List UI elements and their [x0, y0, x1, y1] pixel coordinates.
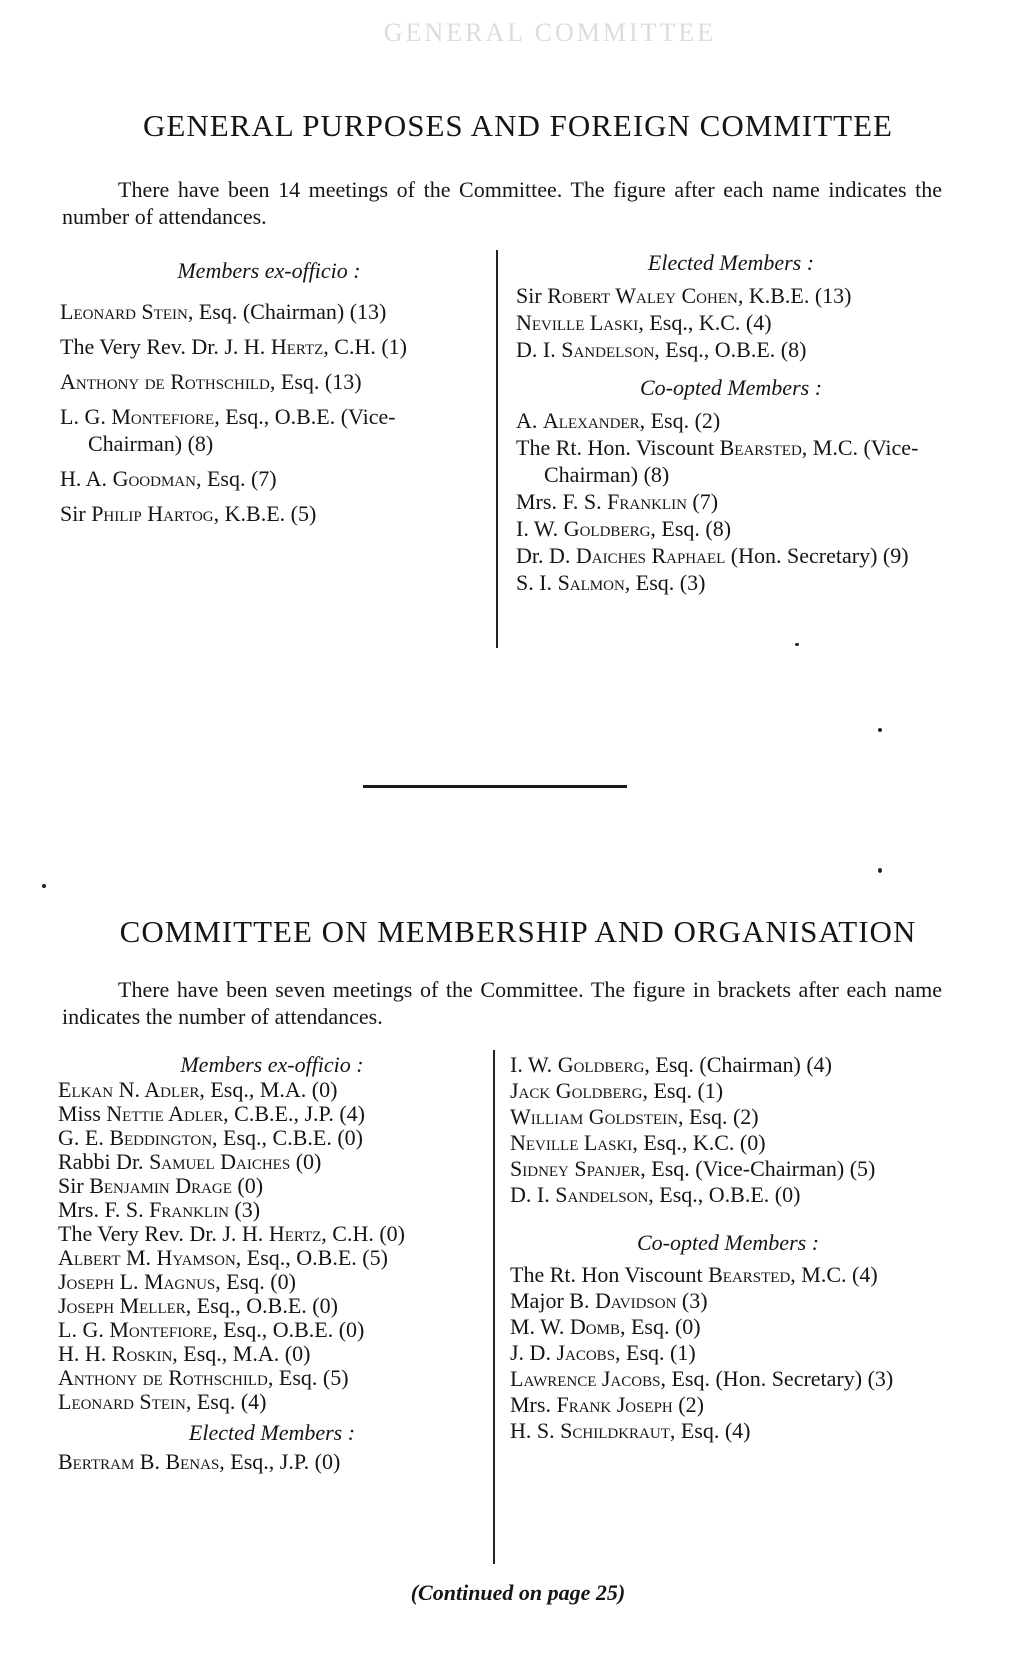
member-prefix: L. G.	[58, 1317, 110, 1342]
member-entry	[516, 542, 946, 569]
member-name: Philip Hartog	[91, 501, 214, 526]
member-details: , Esq. (0)	[215, 1269, 296, 1294]
member-prefix: Mrs. F. S.	[58, 1197, 150, 1222]
membership-ex-officio-column	[58, 1052, 486, 1474]
membership-coopted-list	[510, 1262, 946, 1444]
member-details: , Esq. (5)	[267, 1365, 349, 1390]
member-details: , Esq. (4)	[185, 1389, 267, 1414]
member-details: , M.C. (4)	[790, 1262, 878, 1287]
member-entry	[58, 1246, 486, 1270]
running-header: GENERAL COMMITTEE	[383, 18, 717, 47]
member-entry	[516, 434, 946, 488]
member-details: , M.C. (Vice-Chairman) (8)	[544, 435, 919, 487]
member-details: (3)	[228, 1197, 261, 1222]
member-entry	[58, 1270, 486, 1294]
member-name: Montefiore	[109, 1317, 213, 1342]
member-name: Samuel Daiches	[149, 1149, 291, 1174]
member-prefix: D. I.	[510, 1182, 556, 1207]
member-prefix: Mrs. F. S.	[516, 489, 608, 514]
member-entry	[58, 1198, 486, 1222]
member-name: Sandelson	[555, 1182, 649, 1207]
member-name: Neville Laski	[516, 310, 639, 335]
member-entry	[58, 1078, 486, 1102]
membership-ex-officio-list	[58, 1078, 486, 1414]
member-name: Davidson	[594, 1288, 677, 1313]
member-prefix: J. D.	[510, 1340, 557, 1365]
member-name: Bertram B. Benas	[58, 1449, 220, 1474]
member-prefix: The Very Rev. Dr. J. H.	[60, 334, 271, 359]
membership-column-divider	[493, 1050, 495, 1564]
member-details: , Esq., O.B.E. (0)	[648, 1182, 801, 1207]
member-prefix: The Rt. Hon Viscount	[510, 1262, 709, 1287]
member-name: Frank Joseph	[556, 1392, 673, 1417]
scan-speck	[42, 884, 46, 888]
member-name: Sandelson	[561, 337, 655, 362]
member-details: , Esq. (13)	[269, 369, 362, 394]
member-entry	[58, 1390, 486, 1414]
member-entry	[516, 569, 946, 596]
member-name: Schildkraut	[560, 1418, 670, 1443]
section-title-general-purposes: GENERAL PURPOSES AND FOREIGN COMMITTEE	[143, 108, 893, 143]
scan-speck	[878, 868, 882, 873]
member-name: Neville Laski	[510, 1130, 633, 1155]
membership-coopted-heading: Co-opted Members :	[636, 1230, 820, 1255]
member-details: , Esq., O.B.E. (Vice-Chairman) (8)	[88, 404, 396, 456]
member-details: , C.H. (0)	[321, 1221, 406, 1246]
member-name: Hertz	[270, 334, 324, 359]
member-details: , Esq. (2)	[639, 408, 721, 433]
member-entry	[58, 1366, 486, 1390]
member-name: William Goldstein	[510, 1104, 678, 1129]
member-details: , Esq. (1)	[615, 1340, 696, 1365]
member-prefix: Major B.	[510, 1288, 595, 1313]
ex-officio-column	[60, 258, 478, 535]
member-name: Daiches Raphael	[575, 543, 726, 568]
member-details: , Esq. (Vice-Chairman) (5)	[640, 1156, 876, 1181]
coopted-heading: Co-opted Members :	[639, 375, 823, 400]
member-entry	[510, 1052, 946, 1078]
member-details: , Esq., O.B.E. (0)	[212, 1317, 365, 1342]
member-name: Bearsted	[708, 1262, 791, 1287]
scan-speck	[795, 643, 799, 646]
member-details: , Esq., M.A. (0)	[172, 1341, 311, 1366]
member-prefix: H. S.	[510, 1418, 561, 1443]
member-details: (0)	[231, 1173, 264, 1198]
member-details: , Esq. (Chairman) (4)	[644, 1052, 832, 1077]
member-details: , Esq., M.A. (0)	[199, 1077, 338, 1102]
member-prefix: S. I.	[516, 570, 558, 595]
member-entry	[516, 336, 946, 363]
member-details: (7)	[686, 489, 719, 514]
member-entry	[510, 1366, 946, 1392]
section-intro-membership: There have been seven meetings of the Committee. The figure in brackets after each name indicates the number of attendances.	[62, 977, 942, 1029]
ex-officio-heading: Members ex-officio :	[177, 258, 361, 283]
member-entry	[516, 407, 946, 434]
member-entry	[510, 1418, 946, 1444]
member-name: Albert M. Hyamson	[58, 1245, 236, 1270]
member-entry	[510, 1314, 946, 1340]
member-name: Domb	[569, 1314, 620, 1339]
member-prefix: Dr. D.	[516, 543, 576, 568]
member-entry	[58, 1126, 486, 1150]
member-name: Joseph Meller	[58, 1293, 186, 1318]
member-entry	[516, 309, 946, 336]
member-prefix: Miss	[58, 1101, 107, 1126]
member-prefix: L. G.	[60, 404, 112, 429]
member-prefix: Sir	[516, 283, 548, 308]
member-prefix: G. E.	[58, 1125, 110, 1150]
member-details: , Esq., O.B.E. (8)	[654, 337, 807, 362]
member-details: , Esq. (7)	[195, 466, 277, 491]
elected-heading: Elected Members :	[647, 250, 815, 275]
membership-ex-officio-heading: Members ex-officio :	[180, 1052, 364, 1077]
section-separator	[363, 785, 627, 788]
member-entry	[510, 1392, 946, 1418]
member-entry	[510, 1104, 946, 1130]
member-name: Benjamin Drage	[89, 1173, 232, 1198]
scan-speck	[878, 728, 882, 732]
member-name: Roskin	[111, 1341, 173, 1366]
membership-elected-list-left	[58, 1450, 486, 1474]
member-entry	[58, 1222, 486, 1246]
member-prefix: D. I.	[516, 337, 562, 362]
member-details: (2)	[672, 1392, 704, 1417]
member-entry	[60, 500, 478, 527]
member-details: , Esq. (Hon. Secretary) (3)	[660, 1366, 894, 1391]
member-entry	[60, 298, 478, 325]
member-entry	[60, 465, 478, 492]
member-entry	[516, 282, 946, 309]
member-entry	[510, 1130, 946, 1156]
member-prefix: Rabbi Dr.	[58, 1149, 150, 1174]
member-details: , Esq. (2)	[677, 1104, 759, 1129]
member-name: Hertz	[268, 1221, 322, 1246]
member-prefix: Sir	[58, 1173, 90, 1198]
member-details: , C.B.E., J.P. (4)	[223, 1101, 365, 1126]
member-entry	[60, 368, 478, 395]
member-prefix: The Very Rev. Dr. J. H.	[58, 1221, 269, 1246]
member-prefix: I. W.	[510, 1052, 558, 1077]
member-entry	[58, 1174, 486, 1198]
elected-column	[516, 250, 946, 596]
membership-elected-heading: Elected Members :	[188, 1420, 356, 1445]
member-entry	[510, 1340, 946, 1366]
member-details: , K.B.E. (13)	[737, 283, 852, 308]
ex-officio-list	[60, 298, 478, 527]
member-name: Leonard Stein	[58, 1389, 186, 1414]
member-prefix: H. H.	[58, 1341, 112, 1366]
member-name: Salmon	[557, 570, 625, 595]
member-name: Franklin	[607, 489, 687, 514]
member-details: , Esq. (1)	[642, 1078, 724, 1103]
member-entry	[510, 1182, 946, 1208]
member-details: , Esq. (0)	[619, 1314, 701, 1339]
section-title-membership: COMMITTEE ON MEMBERSHIP AND ORGANISATION	[119, 914, 917, 949]
member-name: Leonard Stein	[60, 299, 188, 324]
member-entry	[58, 1102, 486, 1126]
member-details: , Esq. (3)	[624, 570, 706, 595]
continued-note: (Continued on page 25)	[410, 1580, 626, 1605]
member-prefix: H. A.	[60, 466, 113, 491]
member-name: Goldberg	[557, 1052, 645, 1077]
member-prefix: The Rt. Hon. Viscount	[516, 435, 720, 460]
member-details: , Esq., J.P. (0)	[219, 1449, 341, 1474]
member-entry	[516, 488, 946, 515]
member-details: , Esq., O.B.E. (0)	[185, 1293, 338, 1318]
member-name: Elkan N. Adler	[58, 1077, 200, 1102]
member-name: Anthony de Rothschild	[60, 369, 270, 394]
member-details: , C.H. (1)	[323, 334, 408, 359]
member-prefix: I. W.	[516, 516, 564, 541]
member-details: (Hon. Secretary) (9)	[725, 543, 909, 568]
member-entry	[58, 1450, 486, 1474]
member-name: Franklin	[149, 1197, 229, 1222]
member-name: Nettie Adler	[106, 1101, 224, 1126]
member-name: Bearsted	[719, 435, 802, 460]
member-entry	[510, 1288, 946, 1314]
member-name: Montefiore	[111, 404, 215, 429]
member-name: Beddington	[109, 1125, 213, 1150]
member-details: , K.B.E. (5)	[213, 501, 317, 526]
member-details: , Esq. (Chairman) (13)	[187, 299, 387, 324]
member-entry	[58, 1342, 486, 1366]
member-details: , Esq. (8)	[650, 516, 732, 541]
member-name: Goldberg	[563, 516, 651, 541]
member-name: Jack Goldberg	[510, 1078, 643, 1103]
member-details: , Esq. (4)	[669, 1418, 751, 1443]
member-details: (3)	[676, 1288, 708, 1313]
member-entry	[510, 1156, 946, 1182]
member-entry	[58, 1294, 486, 1318]
member-details: , Esq., O.B.E. (5)	[235, 1245, 388, 1270]
member-prefix: Sir	[60, 501, 92, 526]
member-entry	[58, 1318, 486, 1342]
elected-list	[516, 282, 946, 363]
member-entry	[60, 403, 478, 457]
member-name: Goodman	[112, 466, 196, 491]
section-intro-general-purposes: There have been 14 meetings of the Committee. The figure after each name indicates the number of attendances.	[62, 177, 942, 229]
member-entry	[60, 333, 478, 360]
member-details: (0)	[290, 1149, 322, 1174]
member-name: Anthony de Rothschild	[58, 1365, 268, 1390]
member-name: Robert Waley Cohen	[547, 283, 738, 308]
member-details: , Esq., K.C. (0)	[632, 1130, 766, 1155]
column-divider	[496, 250, 498, 648]
member-prefix: Mrs.	[510, 1392, 557, 1417]
member-details: , Esq., C.B.E. (0)	[212, 1125, 363, 1150]
member-name: Sidney Spanjer	[510, 1156, 641, 1181]
member-name: Joseph L. Magnus	[58, 1269, 216, 1294]
membership-elected-list-right	[510, 1052, 946, 1208]
member-entry	[516, 515, 946, 542]
member-name: Alexander	[542, 408, 640, 433]
membership-right-column	[510, 1052, 946, 1444]
member-details: , Esq., K.C. (4)	[638, 310, 772, 335]
member-name: Jacobs	[556, 1340, 616, 1365]
member-entry	[58, 1150, 486, 1174]
member-prefix: M. W.	[510, 1314, 570, 1339]
member-entry	[510, 1262, 946, 1288]
coopted-list	[516, 407, 946, 596]
member-prefix: A.	[516, 408, 543, 433]
member-entry	[510, 1078, 946, 1104]
member-name: Lawrence Jacobs	[510, 1366, 661, 1391]
